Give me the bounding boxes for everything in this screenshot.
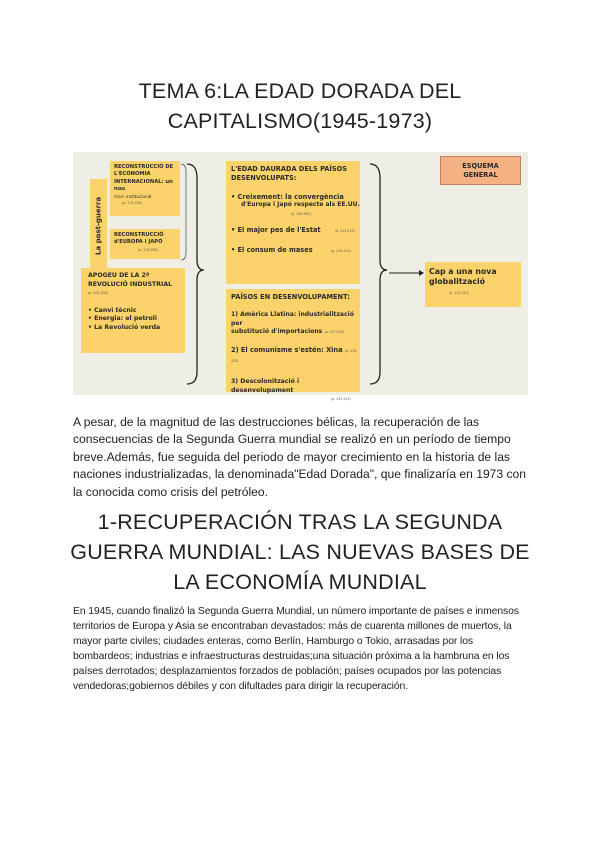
- list-item: d'Europa i Japó respecte als EE.UU.: [241, 201, 360, 209]
- box-line: RECONSTRUCCIÓ DE: [114, 164, 174, 170]
- page-ref: (p. 217-219): [324, 330, 345, 335]
- second-industrial-revolution-box: [81, 268, 185, 353]
- list-item: [231, 246, 360, 256]
- section-title: 1-RECUPERACIÓN TRAS LA SEGUNDA GUERRA MUNDIAL: LAS NUEVAS BASES DE LA ECONOMÍA MUNDIAL: [70, 510, 530, 594]
- box-line: d'EUROPA I JAPÓ: [114, 239, 163, 246]
- item-text: substitució d'importacions: [231, 328, 323, 336]
- box-line: L'EDAD DAURADA DELS PAÏSOS: [231, 165, 347, 173]
- reconstruction-international-box: [110, 161, 180, 216]
- globalization-box: [425, 262, 521, 307]
- box-line: ESQUEMA: [462, 162, 499, 170]
- arrow-head: [419, 270, 424, 276]
- box-line: APOGEU DE LA 2ª: [88, 272, 150, 279]
- box-line: REVOLUCIÓ INDUSTRIAL: [88, 280, 173, 288]
- page-ref: (p. 212-215): [334, 228, 355, 233]
- page-ref: (p. 225-232): [331, 397, 351, 402]
- list-item: • Energia: el petroli: [88, 315, 157, 323]
- box-line: INTERNACIONAL: un nou: [114, 178, 173, 192]
- list-item: [231, 346, 360, 366]
- item-text: • El consum de mases: [231, 245, 313, 254]
- right-brace: [370, 164, 387, 384]
- list-item: • La Revolució verda: [88, 323, 161, 331]
- reconstruction-europe-japan-box: [110, 229, 180, 259]
- page-ref: (p. 175-180): [122, 201, 142, 206]
- list-item: • Canvi tècnic: [88, 306, 137, 314]
- general-scheme-label: [440, 156, 521, 185]
- page-ref: (p. 222-233): [449, 290, 469, 295]
- page-ref: (p. 219-223): [231, 349, 358, 363]
- postguerra-label: La post-guerra: [90, 179, 107, 272]
- list-item: [231, 226, 360, 236]
- page-ref: (p. 209-262): [291, 212, 311, 217]
- list-item: 3) Descolonització i desenvolupament: [231, 377, 300, 394]
- box-line: globalització: [429, 277, 485, 287]
- box-line: L'ECONOMIA: [114, 171, 151, 178]
- item-text: 2) El comunisme s'estén: Xina: [231, 346, 343, 355]
- list-item: • Creixement: la convergència: [231, 192, 344, 201]
- page-ref: (p. 202-206): [88, 291, 108, 296]
- page-title: TEMA 6:LA EDAD DORADA DEL CAPITALISMO(1945-1973): [138, 79, 462, 133]
- golden-age-developed-box: [226, 161, 360, 284]
- item-text: • El major pes de l'Estat: [231, 225, 321, 234]
- box-line: marc institucional: [114, 194, 152, 200]
- concept-diagram: [73, 152, 528, 402]
- box-line: GENERAL: [463, 171, 498, 179]
- list-item: [231, 328, 360, 337]
- left-brace: [187, 164, 204, 384]
- box-line: DESENVOLUPATS:: [231, 173, 297, 182]
- list-item: 1) Amèrica Llatina: industrialització per: [231, 310, 354, 327]
- small-brace: [181, 164, 186, 260]
- page-ref: (p. 176-180): [138, 247, 158, 252]
- page-ref: (p. 215-219): [330, 248, 351, 253]
- box-line: PAÏSOS EN DESENVOLUPAMENT:: [231, 293, 350, 301]
- intro-paragraph: A pesar, de la magnitud de las destrucciones bélicas, la recuperación de las consecuencias de la Segunda Guerra mundial se realizó en un período de tiempo breve.Además, fue seguida del periodo de mayor crecimiento en la historia de las naciones industrializadas, la denominada"Edad Dorada", que finalizaría en 1973 con la conocida como crisis del petróleo.: [73, 415, 526, 499]
- body-paragraph: En 1945, cuando finalizó la Segunda Guerra Mundial, un número importante de países e inmensos territorios de Europa y Asia se encontraban devastados: más de cuarenta millones de muertos, la mayor parte civiles; ciudades enteras, como Berlín, Hamburgo o Tokio, arrasadas por los bombardeos; industrias e infraestructuras destruidas;una situación próxima a la hambruna en los países derrotados; desplazamientos forzados de población; países ocupados por las potencias vendedoras;gobiernos débiles y con difultades para dirigir la recuperación.: [73, 606, 519, 692]
- box-line: Cap a una nova: [429, 267, 497, 276]
- developing-countries-box: [226, 289, 360, 402]
- box-line: RECONSTRUCCIÓ: [114, 232, 164, 238]
